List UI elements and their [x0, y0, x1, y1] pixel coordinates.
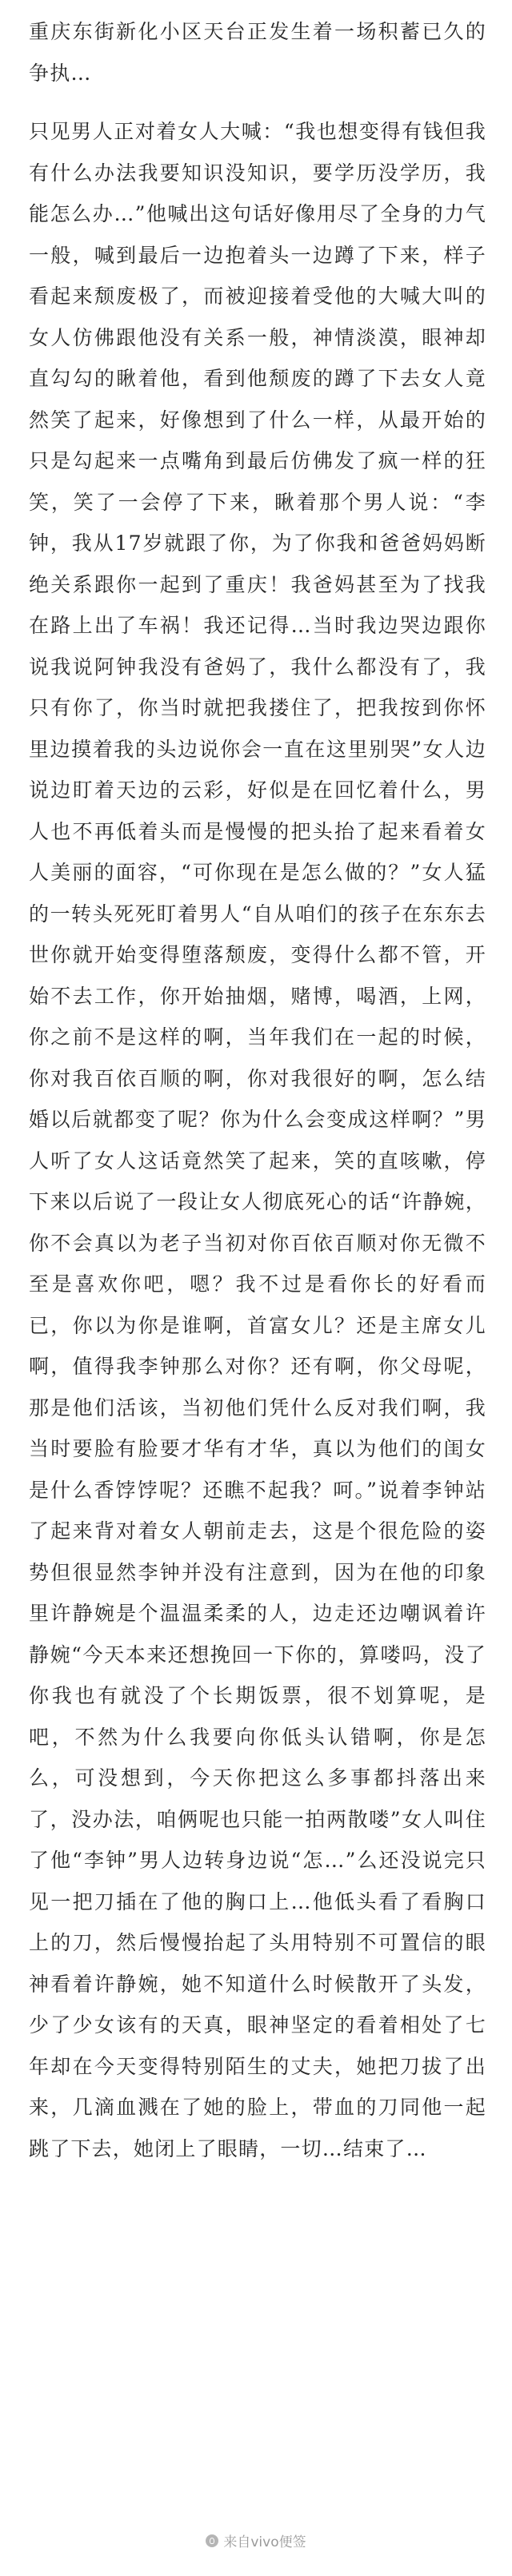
note-paragraph-main: 只见男人正对着女人大喊：“我也想变得有钱但我有什么办法我要知识没知识，要学历没学历，我能怎么办…”他喊出这句话好像用尽了全身的力气一般，喊到最后一边抱着头一边蹲了下来，样子看起来颓废极了，而被迎接着受他的大喊大叫的女人仿佛跟他没有关系一般，神情淡漠，眼神却直勾勾的瞅着他，看到他颓废的蹲了下去女人竟然笑了起来，好像想到了什么一样，从最开始的只是勾起来一点嘴角到最后仿佛发了疯一样的狂笑，笑了一会停了下来，瞅着那个男人说：“李钟，我从17岁就跟了你，为了你我和爸爸妈妈断绝关系跟你一起到了重庆！我爸妈甚至为了找我在路上出了车祸！我还记得…当时我边哭边跟你说我说阿钟我没有爸妈了，我什么都没有了，我只有你了，你当时就把我搂住了，把我按到你怀里边摸着我的头边说你会一直在这里别哭”女人边说边盯着天边的云彩，好似是在回忆着什么，男人也不再低着头而是慢慢的把头抬了起来看着女人美丽的面容，“可你现在是怎么做的？”女人猛的一转头死死盯着男人“自从咱们的孩子在东东去世你就开始变得堕落颓废，变得什么都不管，开始不去工作，你开始抽烟，赌博，喝酒，上网，你之前不是这样的啊，当年我们在一起的时候，你对我百依百顺的啊，你对我很好的啊，怎么结婚以后就都变了呢？你为什么会变成这样啊？”男人听了女人这话竟然笑了起来，笑的直咳嗽，停下来以后说了一段让女人彻底死心的话“许静婉，你不会真以为老子当初对你百依百顺对你无微不至是喜欢你吧，嗯？我不过是看你长的好看而已，你以为你是谁啊，首富女儿？还是主席女儿啊，值得我李钟那么对你？还有啊，你父母呢，那是他们活该，当初他们凭什么反对我们啊，我当时要脸有脸要才华有才华，真以为他们的闺女是什么香饽饽呢？还瞧不起我？呵。”说着李钟站了起来背对着女人朝前走去，这是个很危险的姿势但很显然李钟并没有注意到，因为在他的印象里许静婉是个温温柔柔的人，边走还边嘲讽着许静婉“今天本来还想挽回一下你的，算喽吗，没了你我也有就没了个长期饭票，很不划算呢，是吧，不然为什么我要向你低头认错啊，你是怎么，可没想到，今天你把这么多事都抖落出来了，没办法，咱俩呢也只能一拍两散喽”女人叫住了他“李钟”男人边转身边说“怎…”么还没说完只见一把刀插在了他的胸口上…他低头看了看胸口上的刀，然后慢慢抬起了头用特别不可置信的眼神看着许静婉，她不知道什么时候散开了头发，少了少女该有的天真，眼神坚定的看着相处了七年却在今天变得特别陌生的丈夫，她把刀拔了出来，几滴血溅在了她的脸上，带血的刀同他一起跳了下去，她闭上了眼睛，一切…结束了… — [29, 120, 486, 2160]
source-watermark — [0, 2530, 512, 2550]
note-body — [29, 11, 486, 2187]
vivo-notes-icon — [206, 2534, 218, 2547]
watermark-label: 来自vivo便签 — [223, 2534, 306, 2550]
note-paragraph-intro: 重庆东街新化小区天台正发生着一场积蓄已久的争执… — [29, 20, 486, 85]
